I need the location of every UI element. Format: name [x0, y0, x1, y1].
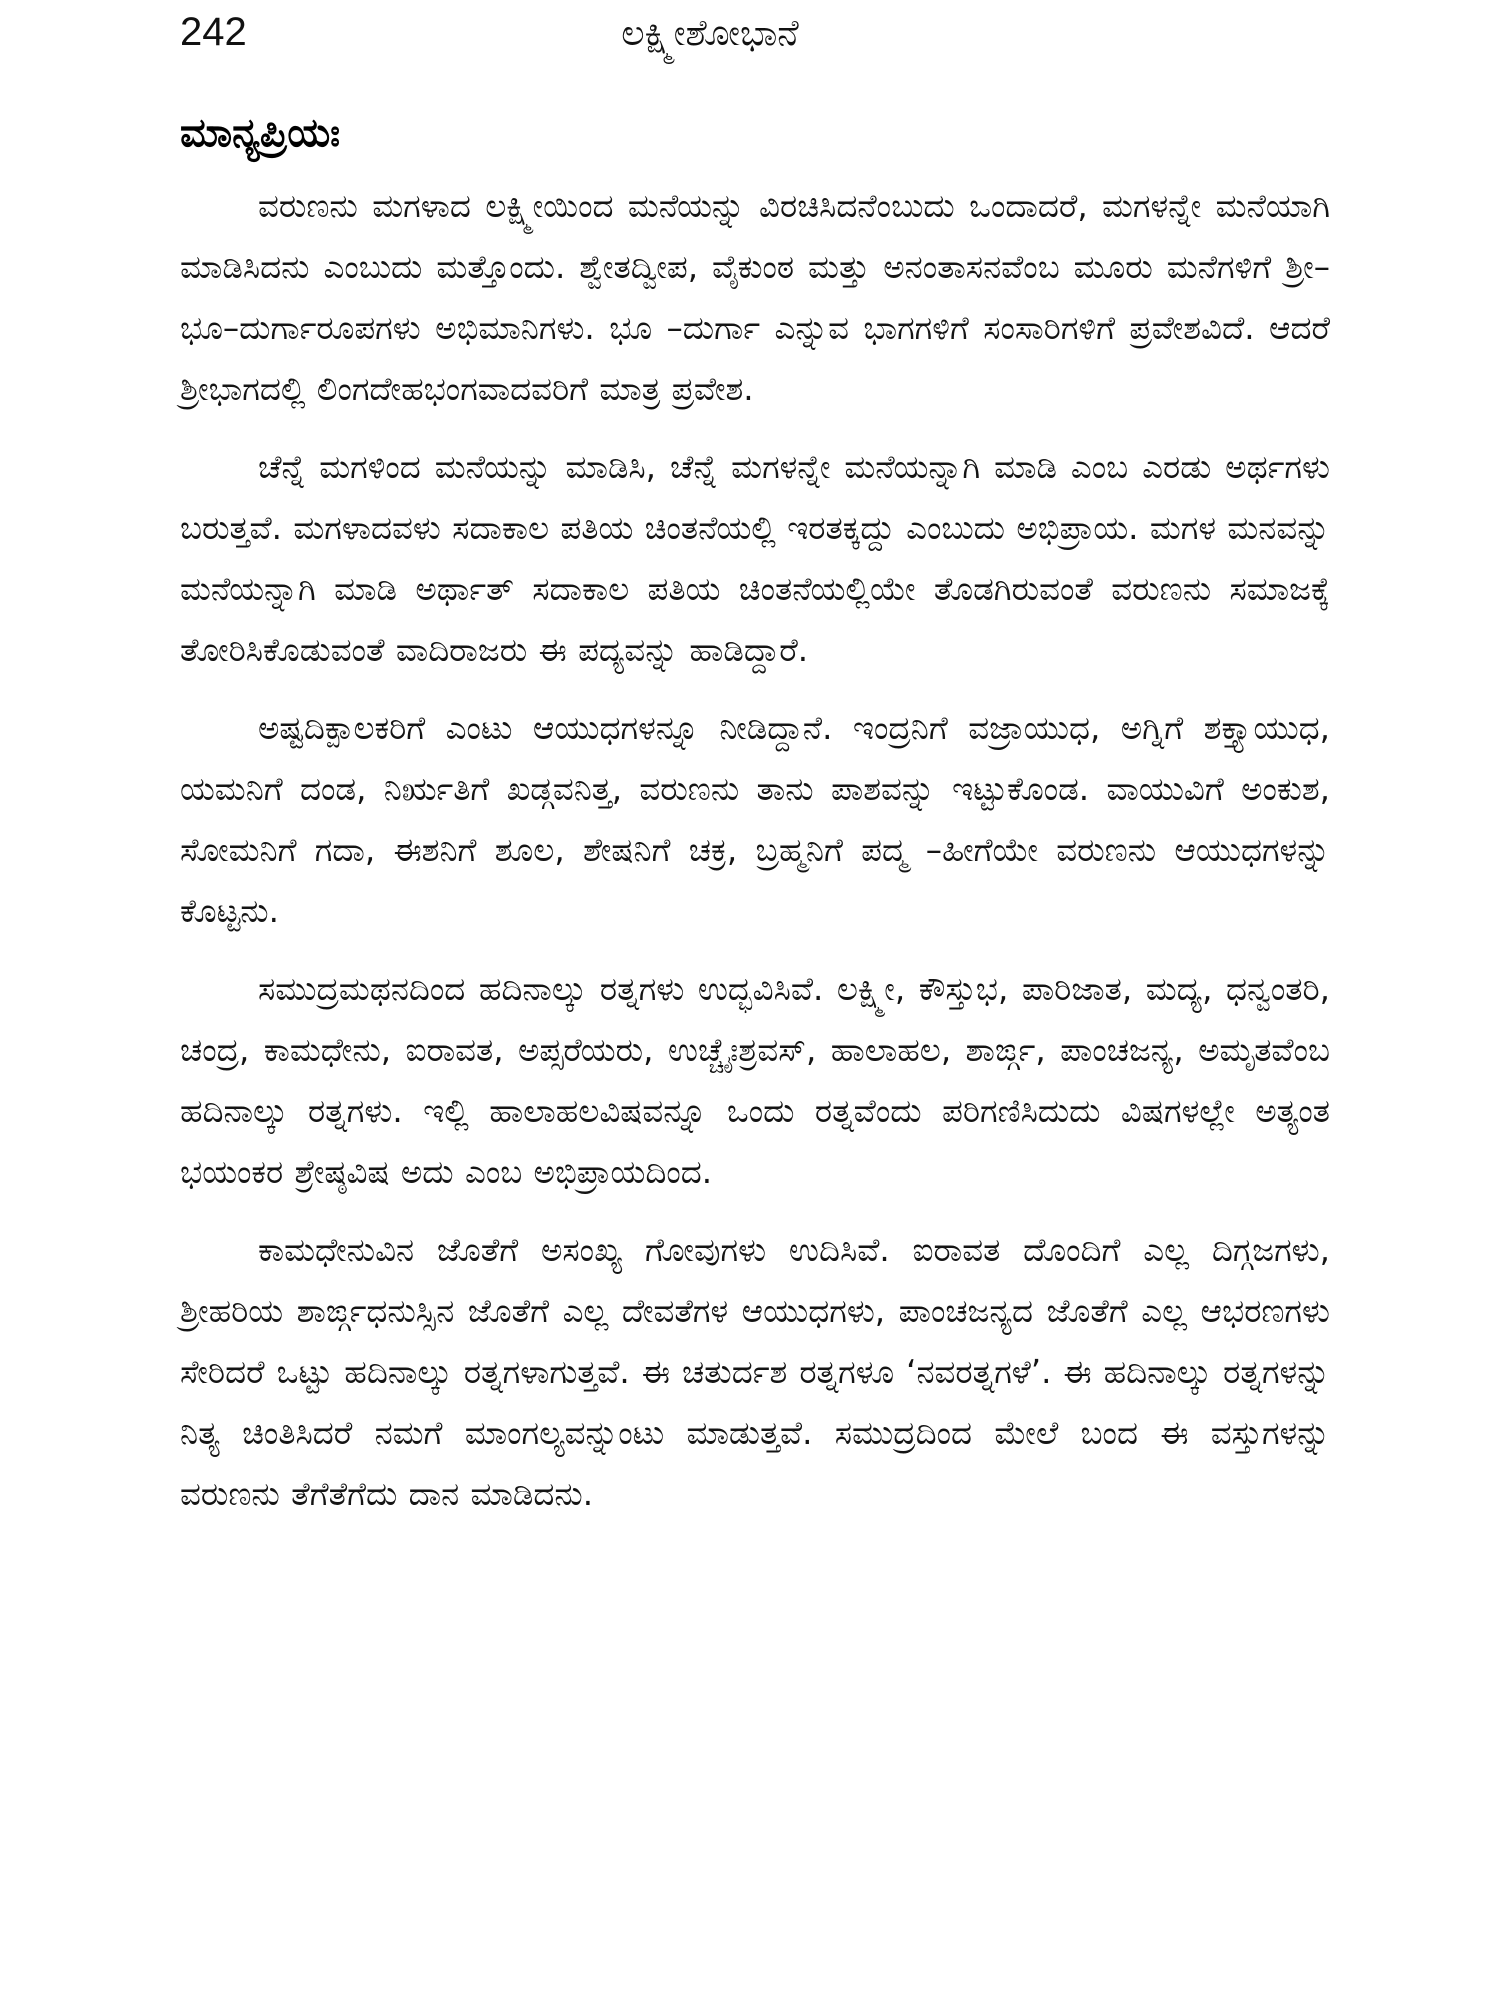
paragraph-1: ವರುಣನು ಮಗಳಾದ ಲಕ್ಷ್ಮೀಯಿಂದ ಮನೆಯನ್ನು ವಿರಚಿಸಿದನೆಂಬುದು ಒಂದಾದರೆ, ಮಗಳನ್ನೇ ಮನೆಯಾಗಿ ಮಾಡಿಸಿದನು ಎಂಬುದು ಮತ್ತೊಂದು. ಶ್ವೇತದ್ವೀಪ, ವೈಕುಂಠ ಮತ್ತು ಅನಂತಾಸನವೆಂಬ ಮೂರು ಮನೆಗಳಿಗೆ ಶ್ರೀ–ಭೂ–ದುರ್ಗಾರೂಪಗಳು ಅಭಿಮಾನಿಗಳು. ಭೂ –ದುರ್ಗಾ ಎನ್ನುವ ಭಾಗಗಳಿಗೆ ಸಂಸಾರಿಗಳಿಗೆ ಪ್ರವೇಶವಿದೆ. ಆದರೆ ಶ್ರೀಭಾಗದಲ್ಲಿ ಲಿಂಗದೇಹಭಂಗವಾದವರಿಗೆ ಮಾತ್ರ ಪ್ರವೇಶ.: [180, 187, 1330, 408]
body-text: [180, 176, 1330, 1542]
section-heading: ಮಾನ್ಯಪ್ರಿಯಃ: [180, 110, 341, 156]
paragraph-5: ಕಾಮಧೇನುವಿನ ಜೊತೆಗೆ ಅಸಂಖ್ಯ ಗೋವುಗಳು ಉದಿಸಿವೆ. ಐರಾವತ ದೊಂದಿಗೆ ಎಲ್ಲ ದಿಗ್ಗಜಗಳು, ಶ್ರೀಹರಿಯ ಶಾರ್ಙ್ಗಧನುಸ್ಸಿನ ಜೊತೆಗೆ ಎಲ್ಲ ದೇವತೆಗಳ ಆಯುಧಗಳು, ಪಾಂಚಜನ್ಯದ ಜೊತೆಗೆ ಎಲ್ಲ ಆಭರಣಗಳು ಸೇರಿದರೆ ಒಟ್ಟು ಹದಿನಾಲ್ಕು ರತ್ನಗಳಾಗುತ್ತವೆ. ಈ ಚತುರ್ದಶ ರತ್ನಗಳೂ ‘ನವರತ್ನಗಳೆ’. ಈ ಹದಿನಾಲ್ಕು ರತ್ನಗಳನ್ನು ನಿತ್ಯ ಚಿಂತಿಸಿದರೆ ನಮಗೆ ಮಾಂಗಲ್ಯವನ್ನುಂಟು ಮಾಡುತ್ತವೆ. ಸಮುದ್ರದಿಂದ ಮೇಲೆ ಬಂದ ಈ ವಸ್ತುಗಳನ್ನು ವರುಣನು ತೆಗೆತೆಗೆದು ದಾನ ಮಾಡಿದನು.: [180, 1231, 1330, 1513]
running-title: ಲಕ್ಷ್ಮೀಶೋಭಾನೆ: [621, 13, 799, 54]
page-number: 242: [180, 10, 247, 54]
paragraph-4: ಸಮುದ್ರಮಥನದಿಂದ ಹದಿನಾಲ್ಕು ರತ್ನಗಳು ಉದ್ಭವಿಸಿವೆ. ಲಕ್ಷ್ಮೀ, ಕೌಸ್ತುಭ, ಪಾರಿಜಾತ, ಮದ್ಯ, ಧನ್ವಂತರಿ, ಚಂದ್ರ, ಕಾಮಧೇನು, ಐರಾವತ, ಅಪ್ಸರೆಯರು, ಉಚ್ಚೈಃಶ್ರವಸ್, ಹಾಲಾಹಲ, ಶಾರ್ಙ್ಗ, ಪಾಂಚಜನ್ಯ, ಅಮೃತವೆಂಬ ಹದಿನಾಲ್ಕು ರತ್ನಗಳು. ಇಲ್ಲಿ ಹಾಲಾಹಲವಿಷವನ್ನೂ ಒಂದು ರತ್ನವೆಂದು ಪರಿಗಣಿಸಿದುದು ವಿಷಗಳಲ್ಲೇ ಅತ್ಯಂತ ಭಯಂಕರ ಶ್ರೇಷ್ಠವಿಷ ಅದು ಎಂಬ ಅಭಿಪ್ರಾಯದಿಂದ.: [180, 970, 1330, 1191]
paragraph-2: ಚೆನ್ನೆ ಮಗಳಿಂದ ಮನೆಯನ್ನು ಮಾಡಿಸಿ, ಚೆನ್ನೆ ಮಗಳನ್ನೇ ಮನೆಯನ್ನಾಗಿ ಮಾಡಿ ಎಂಬ ಎರಡು ಅರ್ಥಗಳು ಬರುತ್ತವೆ. ಮಗಳಾದವಳು ಸದಾಕಾಲ ಪತಿಯ ಚಿಂತನೆಯಲ್ಲಿ ಇರತಕ್ಕದ್ದು ಎಂಬುದು ಅಭಿಪ್ರಾಯ. ಮಗಳ ಮನವನ್ನು ಮನೆಯನ್ನಾಗಿ ಮಾಡಿ ಅರ್ಥಾತ್ ಸದಾಕಾಲ ಪತಿಯ ಚಿಂತನೆಯಲ್ಲಿಯೇ ತೊಡಗಿರುವಂತೆ ವರುಣನು ಸಮಾಜಕ್ಕೆ ತೋರಿಸಿಕೊಡುವಂತೆ ವಾದಿರಾಜರು ಈ ಪದ್ಯವನ್ನು ಹಾಡಿದ್ದಾರೆ.: [180, 448, 1330, 669]
paragraph-3: ಅಷ್ಟದಿಕ್ಪಾಲಕರಿಗೆ ಎಂಟು ಆಯುಧಗಳನ್ನೂ ನೀಡಿದ್ದಾನೆ. ಇಂದ್ರನಿಗೆ ವಜ್ರಾಯುಧ, ಅಗ್ನಿಗೆ ಶಕ್ತ್ಯಾಯುಧ, ಯಮನಿಗೆ ದಂಡ, ನಿರ್ಋತಿಗೆ ಖಡ್ಗವನಿತ್ತ, ವರುಣನು ತಾನು ಪಾಶವನ್ನು ಇಟ್ಟುಕೊಂಡ. ವಾಯುವಿಗೆ ಅಂಕುಶ, ಸೋಮನಿಗೆ ಗದಾ, ಈಶನಿಗೆ ಶೂಲ, ಶೇಷನಿಗೆ ಚಕ್ರ, ಬ್ರಹ್ಮನಿಗೆ ಪದ್ಮ –ಹೀಗೆಯೇ ವರುಣನು ಆಯುಧಗಳನ್ನು ಕೊಟ್ಟನು.: [180, 709, 1330, 930]
